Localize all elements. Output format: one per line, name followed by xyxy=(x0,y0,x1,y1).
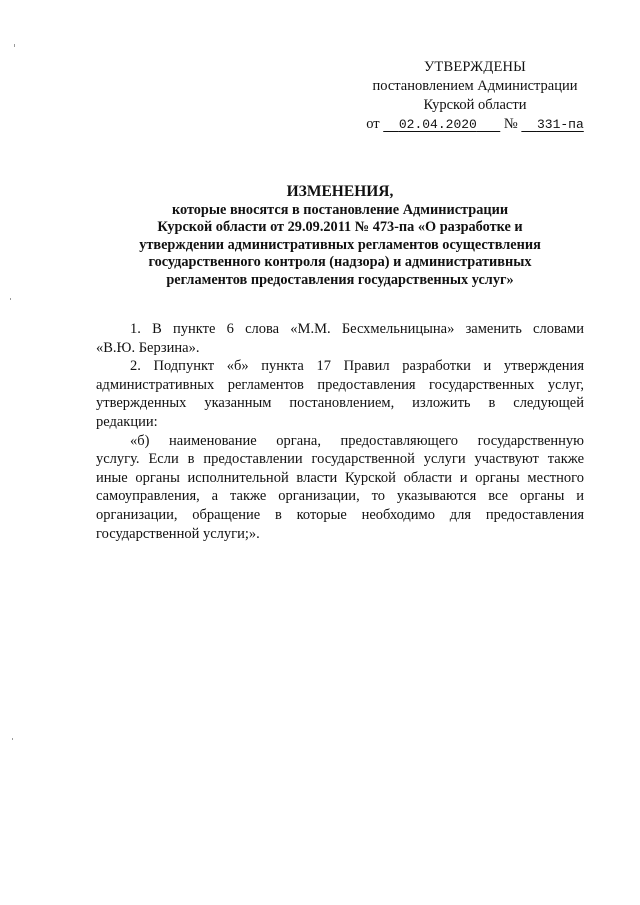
approval-date: 02.04.2020 xyxy=(398,117,477,132)
scan-speck xyxy=(12,738,13,740)
paragraph-line: редакции: xyxy=(96,413,158,430)
heading-line: которые вносятся в постановление Администрации xyxy=(171,201,509,218)
paragraph-line: государственной услуги;». xyxy=(96,525,260,542)
heading-line: регламентов предоставления государственных услуг» xyxy=(166,271,514,288)
approval-line-1: постановлением Администрации xyxy=(372,78,578,94)
paragraph-line: 2. Подпункт «б» пункта 17 Правил разработки и утверждения xyxy=(130,358,584,375)
approval-line-2: Курской области xyxy=(423,97,527,113)
paragraph-line: утвержденных указанным постановлением, изложить в следующей xyxy=(96,395,584,412)
heading-line: государственного контроля (надзора) и административных xyxy=(148,254,532,271)
approval-block xyxy=(362,58,588,134)
paragraph-line: «В.Ю. Берзина». xyxy=(96,339,200,356)
paragraph-3 xyxy=(96,432,584,544)
paragraph-1 xyxy=(96,320,584,357)
paragraph-line: административных регламентов предоставления государственных услуг, xyxy=(96,376,584,393)
paragraph-line: иные органы исполнительной власти Курской области и органы местного xyxy=(96,469,584,486)
paragraph-line: услугу. Если в предоставлении государственной услуги участвуют также xyxy=(96,451,584,468)
paragraph-2 xyxy=(96,357,584,431)
paragraph-line: 1. В пункте 6 слова «М.М. Бесхмельницына» заменить словами xyxy=(130,321,584,337)
paragraph-line: самоуправления, а также организации, то указываются все органы и xyxy=(96,488,584,505)
approval-title: УТВЕРЖДЕНЫ xyxy=(423,59,527,75)
number-sign: № xyxy=(503,116,518,132)
heading-title: ИЗМЕНЕНИЯ, xyxy=(286,183,394,200)
from-label: от xyxy=(366,116,380,132)
paragraph-line: организации, обращение в которые необходимо для предоставления xyxy=(96,506,584,523)
approval-number: 331-па xyxy=(536,117,584,132)
paragraph-line: «б) наименование органа, предоставляющего государственную xyxy=(130,432,584,449)
document-body xyxy=(96,320,584,543)
heading-line: Курской области от 29.09.2011 № 473-па «О разработке и xyxy=(157,219,523,236)
heading-line: утверждении административных регламентов осуществления xyxy=(139,236,541,253)
scan-speck xyxy=(10,298,11,300)
approval-date-line xyxy=(362,115,588,134)
scan-speck xyxy=(14,44,15,47)
document-heading xyxy=(96,183,584,290)
